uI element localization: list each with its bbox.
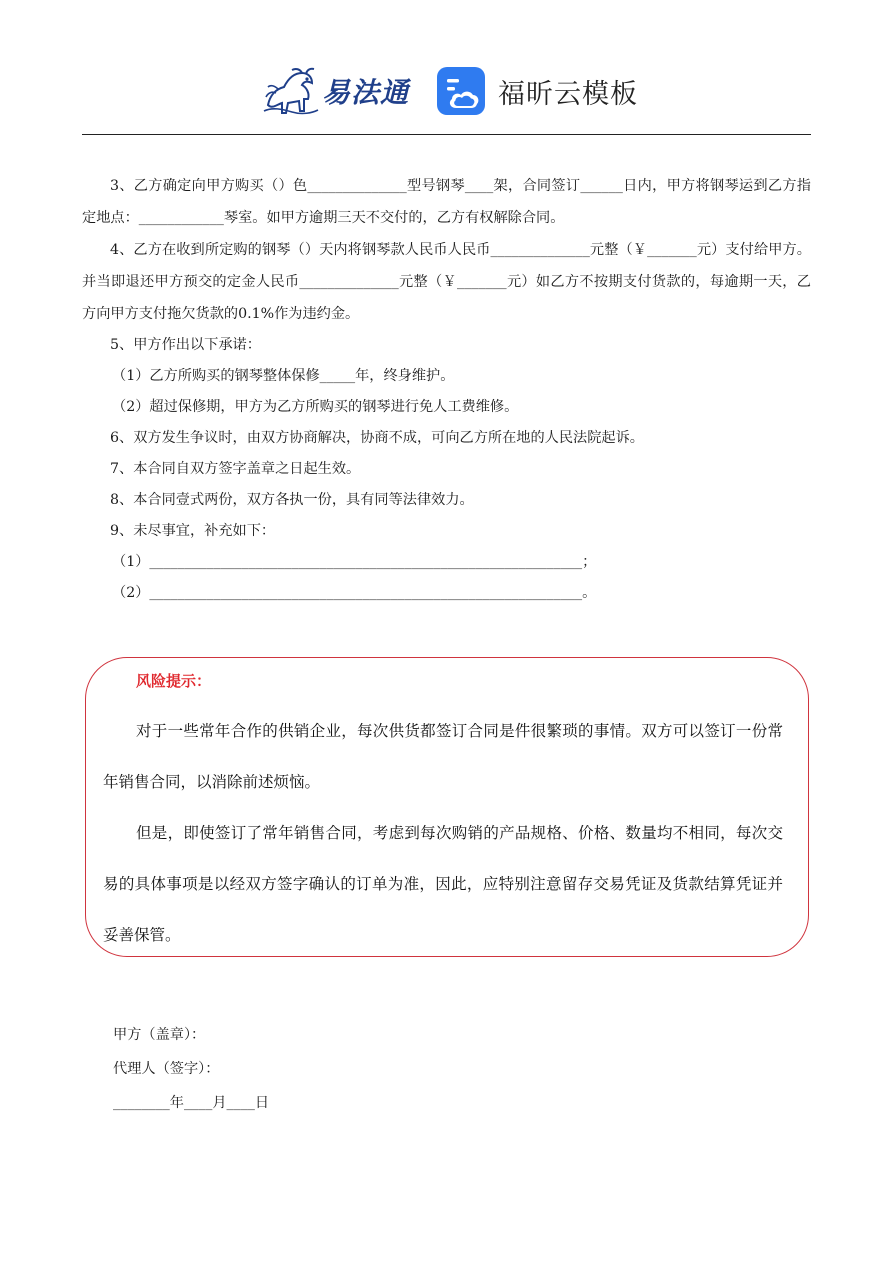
page-header: [0, 55, 893, 125]
clause-4: 4、乙方在收到所定购的钢琴（）天内将钢琴款人民币人民币______________元整（￥_______元）支付给甲方。并当即退还甲方预交的定金人民币______________元整（￥_______元）如乙方不按期支付货款的，每逾期一天，乙方向甲方支付拖欠货款的0.1%作为违约金。: [82, 242, 811, 322]
signature-block: [113, 1018, 269, 1120]
clause-5: 5、甲方作出以下承诺：: [110, 337, 261, 353]
clause-5-item-2: （2）超过保修期，甲方为乙方所购买的钢琴进行免人工费维修。: [112, 399, 519, 415]
risk-notice-paragraph-1: 对于一些常年合作的供销企业，每次供货都签订合同是件很繁琐的事情。双方可以签订一份常年销售合同，以消除前述烦恼。: [103, 722, 783, 791]
brand-right-text: 福昕云模板: [498, 78, 638, 110]
party-a-seal-line: 甲方（盖章）：: [113, 1027, 206, 1043]
foxit-template-logo: [436, 63, 638, 119]
clause-9: 9、未尽事宜，补充如下：: [110, 523, 276, 539]
cloud-document-icon: [436, 66, 486, 116]
brand-left-text: 易法通: [322, 76, 410, 109]
clause-5-item-1: （1）乙方所购买的钢琴整体保修_____年，终身维护。: [112, 368, 455, 384]
agent-signature-line: 代理人（签字）：: [113, 1061, 220, 1077]
risk-notice-paragraph-2: 但是，即使签订了常年销售合同，考虑到每次购销的产品规格、价格、数量均不相同，每次交易的具体事项是以经双方签字确认的订单为准，因此，应特别注意留存交易凭证及货款结算凭证并妥善保管。: [103, 824, 783, 944]
clause-3: 3、乙方确定向甲方购买（）色______________型号钢琴____架，合同签订______日内，甲方将钢琴运到乙方指定地点：____________琴室。如甲方逾期三天不交付的，乙方有权解除合同。: [82, 178, 811, 226]
qilin-mascot-icon: [262, 65, 320, 117]
supplement-item-1: （1）_____________________________________________________________；: [112, 554, 597, 570]
risk-notice-title: 风险提示：: [136, 672, 212, 690]
clause-7: 7、本合同自双方签字盖章之日起生效。: [110, 461, 361, 477]
risk-notice-box: [85, 657, 809, 957]
header-divider: [82, 134, 811, 135]
clause-8: 8、本合同壹式两份，双方各执一份，具有同等法律效力。: [110, 492, 474, 508]
signature-date-line: ________年____月____日: [113, 1095, 270, 1111]
yifatong-logo: [262, 63, 409, 119]
risk-notice-body: [103, 706, 783, 961]
clause-6: 6、双方发生争议时，由双方协商解决，协商不成，可向乙方所在地的人民法院起诉。: [110, 430, 644, 446]
supplement-item-2: （2）_____________________________________________________________。: [112, 585, 597, 601]
contract-body: [82, 170, 811, 609]
